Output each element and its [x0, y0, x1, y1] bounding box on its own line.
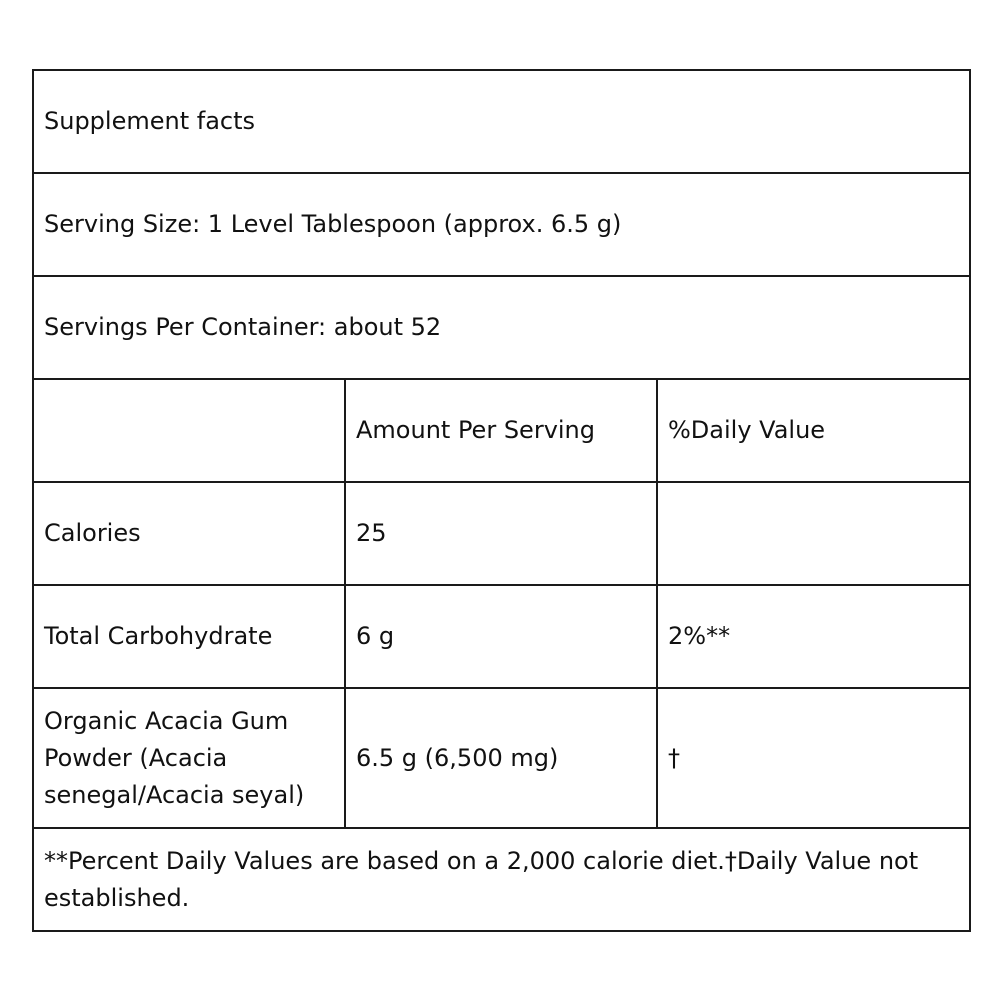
serving-size-row — [33, 173, 970, 276]
table-row — [33, 688, 970, 828]
servings-per-container-row — [33, 276, 970, 379]
nutrient-name: Total Carbohydrate — [33, 585, 345, 688]
nutrient-amount: 25 — [345, 482, 657, 585]
title-row — [33, 70, 970, 173]
nutrient-amount: 6.5 g (6,500 mg) — [345, 688, 657, 828]
nutrient-name: Organic Acacia Gum Powder (Acacia senegal/Acacia seyal) — [33, 688, 345, 828]
column-header-nutrient — [33, 379, 345, 482]
nutrient-name: Calories — [33, 482, 345, 585]
header-row — [33, 379, 970, 482]
table-row — [33, 585, 970, 688]
table-row — [33, 482, 970, 585]
nutrient-daily-value: 2%** — [657, 585, 970, 688]
panel-title: Supplement facts — [33, 70, 970, 173]
nutrient-amount: 6 g — [345, 585, 657, 688]
column-header-daily-value: %Daily Value — [657, 379, 970, 482]
servings-per-container: Servings Per Container: about 52 — [33, 276, 970, 379]
serving-size: Serving Size: 1 Level Tablespoon (approx. 6.5 g) — [33, 173, 970, 276]
nutrient-daily-value: † — [657, 688, 970, 828]
column-header-amount: Amount Per Serving — [345, 379, 657, 482]
footnote-row — [33, 828, 970, 931]
footnote: **Percent Daily Values are based on a 2,000 calorie diet.†Daily Value not established. — [33, 828, 970, 931]
supplement-facts-table — [32, 69, 971, 932]
nutrient-daily-value — [657, 482, 970, 585]
